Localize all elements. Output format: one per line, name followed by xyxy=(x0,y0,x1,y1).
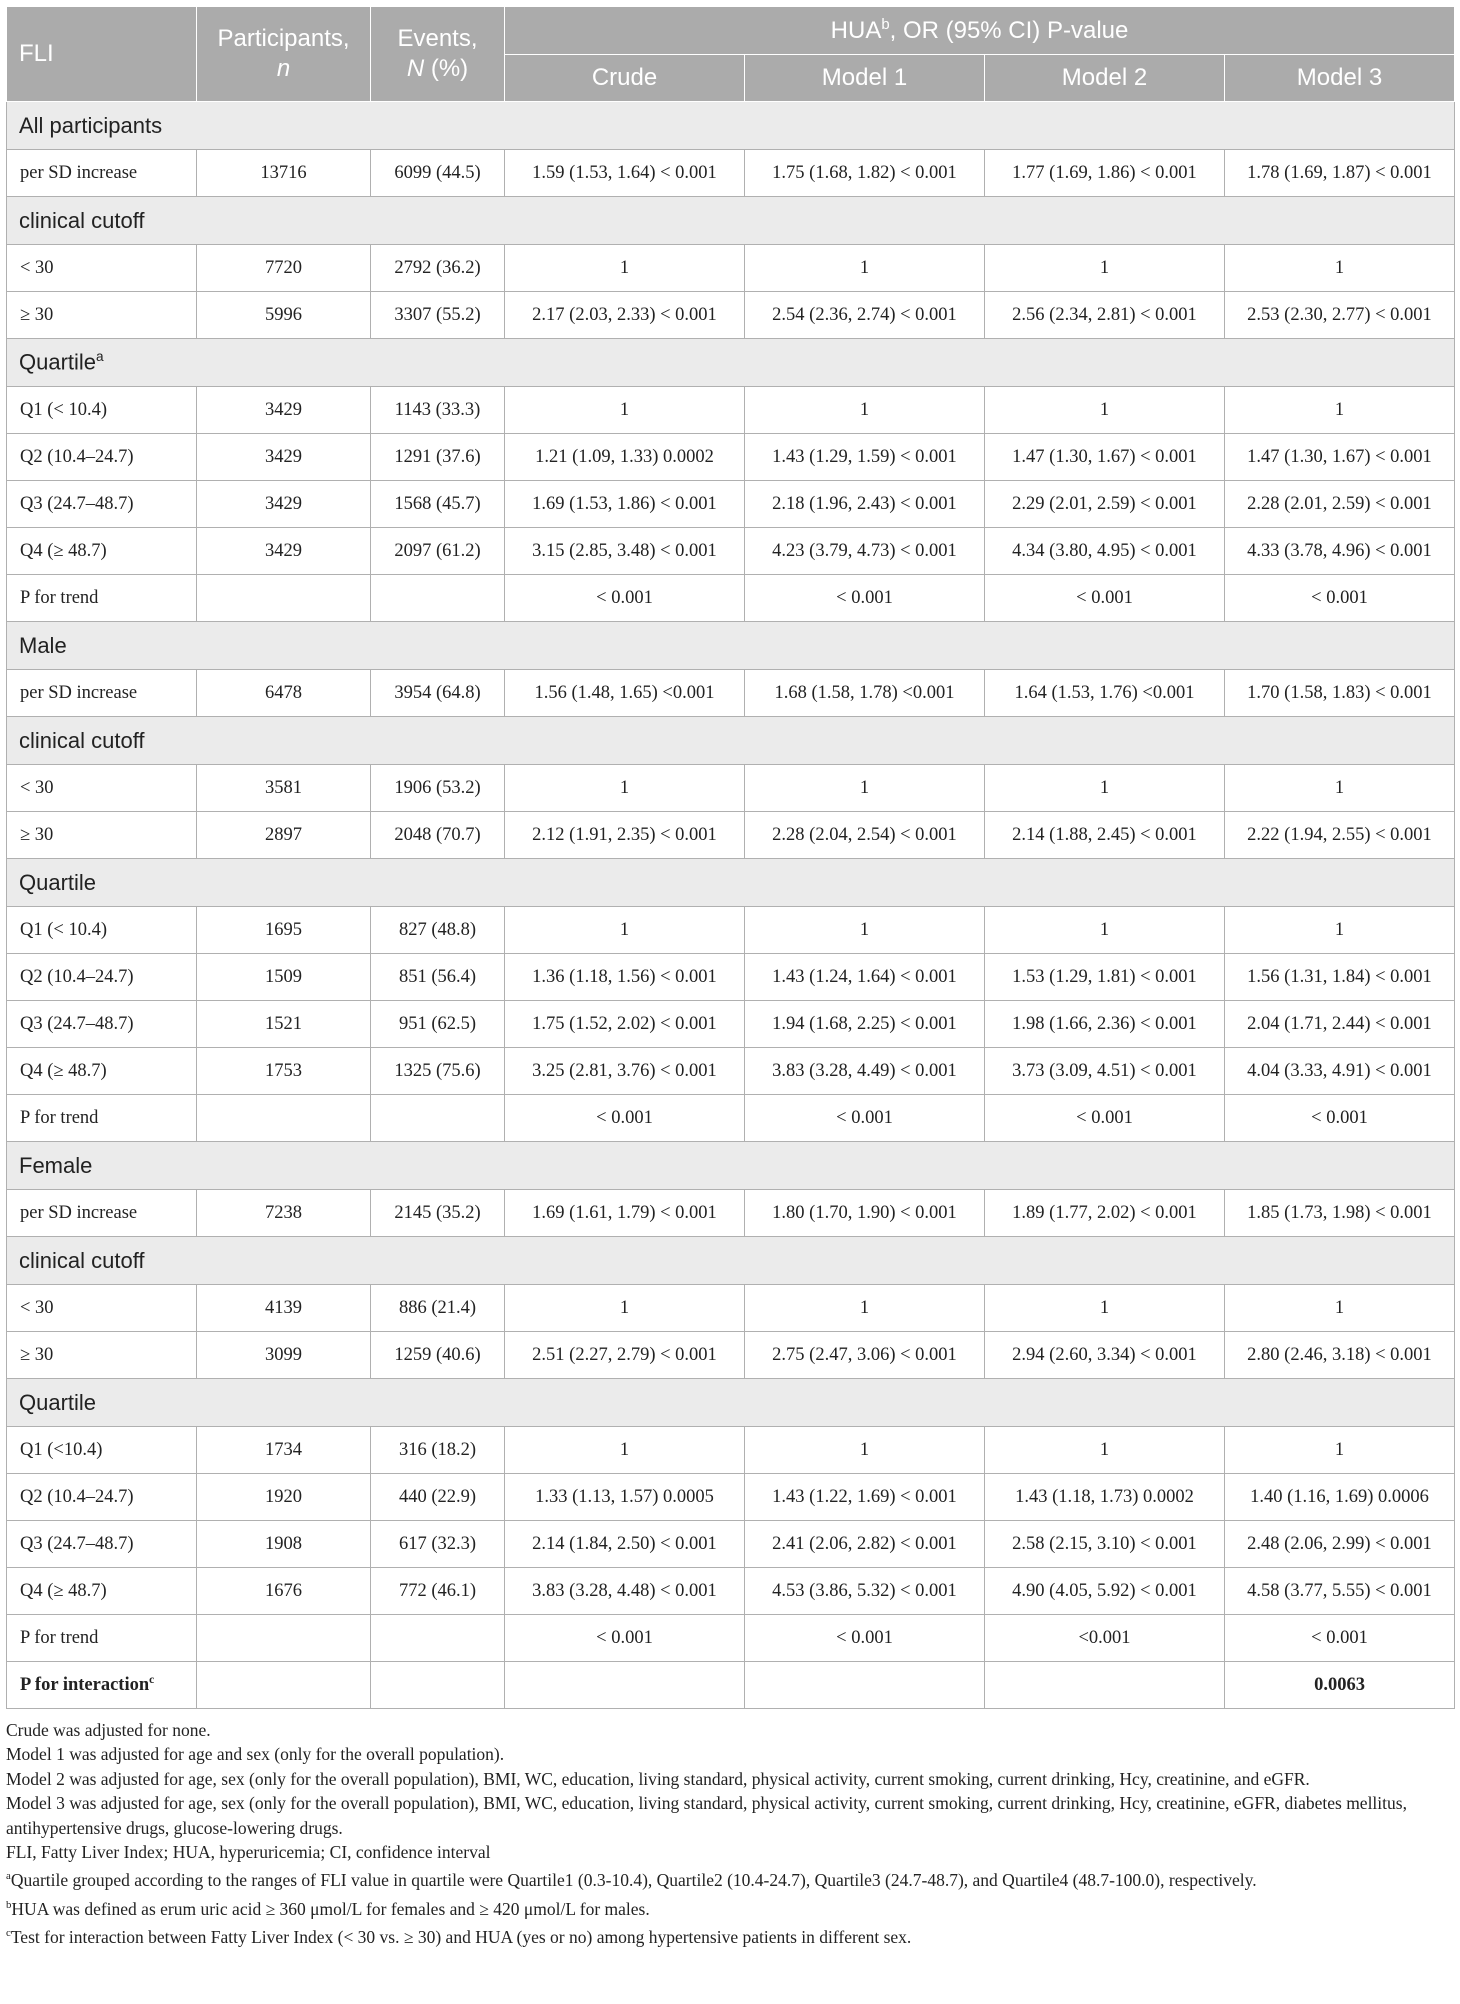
footnote-mark: c xyxy=(149,1673,155,1686)
section-row xyxy=(7,1379,1455,1427)
model1-cell: 3.83 (3.28, 4.49) < 0.001 xyxy=(745,1048,985,1095)
table-row xyxy=(7,670,1455,717)
footnotes xyxy=(6,1718,1454,1949)
crude-cell: 2.12 (1.91, 2.35) < 0.001 xyxy=(505,812,745,859)
section-label-text: All participants xyxy=(19,112,163,138)
row-label xyxy=(7,1095,197,1142)
model2-cell: 1 xyxy=(985,1427,1225,1474)
row-label-text: per SD increase xyxy=(20,162,138,183)
model2-cell: 4.34 (3.80, 4.95) < 0.001 xyxy=(985,528,1225,575)
section-label xyxy=(7,197,1455,245)
model1-cell: 2.41 (2.06, 2.82) < 0.001 xyxy=(745,1521,985,1568)
table-row xyxy=(7,1190,1455,1237)
events-cell: 886 (21.4) xyxy=(371,1285,505,1332)
row-label-text: ≥ 30 xyxy=(20,1344,54,1365)
section-label-text: Quartile xyxy=(19,1389,97,1415)
participants-cell xyxy=(197,1662,371,1709)
events-cell: 2792 (36.2) xyxy=(371,245,505,292)
header-hua-suffix: , OR (95% CI) P-value xyxy=(889,16,1129,44)
model2-cell: 2.56 (2.34, 2.81) < 0.001 xyxy=(985,292,1225,339)
footnote-a xyxy=(6,1864,1454,1892)
participants-cell xyxy=(197,1095,371,1142)
crude-cell: 1.75 (1.52, 2.02) < 0.001 xyxy=(505,1001,745,1048)
model3-cell: < 0.001 xyxy=(1225,1095,1455,1142)
section-row xyxy=(7,622,1455,670)
section-row xyxy=(7,859,1455,907)
model3-cell: 1.47 (1.30, 1.67) < 0.001 xyxy=(1225,434,1455,481)
model3-cell: < 0.001 xyxy=(1225,575,1455,622)
participants-cell: 13716 xyxy=(197,150,371,197)
section-label xyxy=(7,1379,1455,1427)
model2-cell: 1.98 (1.66, 2.36) < 0.001 xyxy=(985,1001,1225,1048)
row-label-text: Q1 (< 10.4) xyxy=(20,399,107,420)
model3-cell: 0.0063 xyxy=(1225,1662,1455,1709)
row-label xyxy=(7,1285,197,1332)
row-label xyxy=(7,387,197,434)
crude-cell: < 0.001 xyxy=(505,1615,745,1662)
row-label xyxy=(7,1662,197,1709)
model1-cell: 1.68 (1.58, 1.78) <0.001 xyxy=(745,670,985,717)
footnote-text: Quartile grouped according to the ranges of FLI value in quartile were Quartile1 (0.3-10.4), Quartile2 (10.4-24.7), Quartile3 (24.7-48.7), and Quartile4 (48.7-100.0), respectively. xyxy=(10,1870,1257,1891)
section-label-text: Quartile xyxy=(19,869,97,895)
footnote: Model 1 was adjusted for age and sex (only for the overall population). xyxy=(6,1744,505,1765)
model2-cell: < 0.001 xyxy=(985,1095,1225,1142)
table-row xyxy=(7,1474,1455,1521)
model2-cell: 2.58 (2.15, 3.10) < 0.001 xyxy=(985,1521,1225,1568)
model2-cell: 1.53 (1.29, 1.81) < 0.001 xyxy=(985,954,1225,1001)
row-label xyxy=(7,434,197,481)
events-cell: 3954 (64.8) xyxy=(371,670,505,717)
events-cell: 440 (22.9) xyxy=(371,1474,505,1521)
crude-cell: 3.83 (3.28, 4.48) < 0.001 xyxy=(505,1568,745,1615)
footnote: Model 3 was adjusted for age, sex (only for the overall population), BMI, WC, education, living standard, physical activity, current smoking, current drinking, Hcy, creatinine, eGFR, diabetes mellitus, antihypertensive drugs, glucose-lowering drugs. xyxy=(6,1793,1407,1838)
table-row xyxy=(7,1568,1455,1615)
model1-cell: 1.43 (1.22, 1.69) < 0.001 xyxy=(745,1474,985,1521)
participants-cell: 1521 xyxy=(197,1001,371,1048)
model1-cell: 1 xyxy=(745,765,985,812)
table-row xyxy=(7,1048,1455,1095)
header-events xyxy=(371,7,505,102)
row-label-text: Q2 (10.4–24.7) xyxy=(20,966,134,987)
model1-cell: 1.75 (1.68, 1.82) < 0.001 xyxy=(745,150,985,197)
model3-cell: < 0.001 xyxy=(1225,1615,1455,1662)
table-row xyxy=(7,387,1455,434)
model1-cell: 2.75 (2.47, 3.06) < 0.001 xyxy=(745,1332,985,1379)
row-label-text: per SD increase xyxy=(20,1202,138,1223)
section-row xyxy=(7,102,1455,150)
row-label xyxy=(7,670,197,717)
section-label-text: clinical cutoff xyxy=(19,727,145,753)
crude-cell: 1.21 (1.09, 1.33) 0.0002 xyxy=(505,434,745,481)
footnote-mark: c xyxy=(6,1926,11,1939)
row-label xyxy=(7,245,197,292)
model2-cell: 1.64 (1.53, 1.76) <0.001 xyxy=(985,670,1225,717)
participants-cell: 3429 xyxy=(197,387,371,434)
header-fli: FLI xyxy=(7,7,197,102)
row-label-text: ≥ 30 xyxy=(20,824,54,845)
events-cell: 1291 (37.6) xyxy=(371,434,505,481)
model2-cell: 1.43 (1.18, 1.73) 0.0002 xyxy=(985,1474,1225,1521)
footnote-text: Test for interaction between Fatty Liver Index (< 30 vs. ≥ 30) and HUA (yes or no) among hypertensive patients in different sex. xyxy=(10,1926,912,1947)
table-row xyxy=(7,1001,1455,1048)
row-label xyxy=(7,1427,197,1474)
model3-cell: 1.40 (1.16, 1.69) 0.0006 xyxy=(1225,1474,1455,1521)
row-label-text: P for interaction xyxy=(20,1675,150,1696)
model2-cell: 1.89 (1.77, 2.02) < 0.001 xyxy=(985,1190,1225,1237)
model2-cell: 2.94 (2.60, 3.34) < 0.001 xyxy=(985,1332,1225,1379)
events-cell: 827 (48.8) xyxy=(371,907,505,954)
section-label xyxy=(7,102,1455,150)
header-participants-n: n xyxy=(276,55,291,82)
model3-cell: 1 xyxy=(1225,387,1455,434)
table-row xyxy=(7,434,1455,481)
table-row xyxy=(7,1662,1455,1709)
crude-cell: 1 xyxy=(505,245,745,292)
crude-cell: 1.69 (1.61, 1.79) < 0.001 xyxy=(505,1190,745,1237)
section-label-text: Male xyxy=(19,632,67,658)
table-row xyxy=(7,1095,1455,1142)
footnote-text: HUA was defined as erum uric acid ≥ 360 μmol/L for females and ≥ 420 μmol/L for males. xyxy=(11,1898,650,1919)
participants-cell: 7238 xyxy=(197,1190,371,1237)
model2-cell: <0.001 xyxy=(985,1615,1225,1662)
row-label-text: Q2 (10.4–24.7) xyxy=(20,446,134,467)
header-hua-sup: b xyxy=(881,16,890,33)
events-cell: 3307 (55.2) xyxy=(371,292,505,339)
row-label xyxy=(7,1332,197,1379)
section-row xyxy=(7,1237,1455,1285)
model3-cell: 1 xyxy=(1225,245,1455,292)
events-cell: 617 (32.3) xyxy=(371,1521,505,1568)
crude-cell: 1 xyxy=(505,907,745,954)
footnote-c xyxy=(6,1921,1454,1949)
row-label-text: Q3 (24.7–48.7) xyxy=(20,1533,134,1554)
model1-cell: < 0.001 xyxy=(745,1095,985,1142)
row-label-text: Q4 (≥ 48.7) xyxy=(20,1060,107,1081)
model2-cell: 1 xyxy=(985,387,1225,434)
table-row xyxy=(7,1521,1455,1568)
events-cell xyxy=(371,1095,505,1142)
row-label-text: P for trend xyxy=(20,1107,99,1128)
participants-cell: 3581 xyxy=(197,765,371,812)
crude-cell: 2.14 (1.84, 2.50) < 0.001 xyxy=(505,1521,745,1568)
results-table xyxy=(6,6,1455,1709)
footnote-b xyxy=(6,1893,1454,1921)
model1-cell: < 0.001 xyxy=(745,1615,985,1662)
participants-cell: 1734 xyxy=(197,1427,371,1474)
row-label-text: Q1 (<10.4) xyxy=(20,1439,103,1460)
row-label-text: < 30 xyxy=(20,777,54,798)
events-cell: 316 (18.2) xyxy=(371,1427,505,1474)
section-label xyxy=(7,859,1455,907)
model3-cell: 1 xyxy=(1225,765,1455,812)
model3-cell: 1.78 (1.69, 1.87) < 0.001 xyxy=(1225,150,1455,197)
section-row xyxy=(7,717,1455,765)
model3-cell: 4.58 (3.77, 5.55) < 0.001 xyxy=(1225,1568,1455,1615)
row-label xyxy=(7,1001,197,1048)
row-label-text: Q3 (24.7–48.7) xyxy=(20,1013,134,1034)
model3-cell: 1 xyxy=(1225,1427,1455,1474)
footnote: Model 2 was adjusted for age, sex (only for the overall population), BMI, WC, education, living standard, physical activity, current smoking, current drinking, Hcy, creatinine, and eGFR. xyxy=(6,1768,1310,1789)
crude-cell: 1.56 (1.48, 1.65) <0.001 xyxy=(505,670,745,717)
participants-cell: 3429 xyxy=(197,481,371,528)
row-label-text: Q4 (≥ 48.7) xyxy=(20,540,107,561)
model1-cell xyxy=(745,1662,985,1709)
participants-cell: 1695 xyxy=(197,907,371,954)
participants-cell: 3429 xyxy=(197,434,371,481)
table-row xyxy=(7,575,1455,622)
model2-cell: 1.47 (1.30, 1.67) < 0.001 xyxy=(985,434,1225,481)
model3-cell: 1 xyxy=(1225,907,1455,954)
events-cell: 2145 (35.2) xyxy=(371,1190,505,1237)
crude-cell: 1.33 (1.13, 1.57) 0.0005 xyxy=(505,1474,745,1521)
table-row xyxy=(7,1285,1455,1332)
section-label xyxy=(7,1142,1455,1190)
row-label xyxy=(7,765,197,812)
section-label xyxy=(7,1237,1455,1285)
header-events-pct: (%) xyxy=(424,55,469,82)
model1-cell: 1 xyxy=(745,1427,985,1474)
model3-cell: 2.53 (2.30, 2.77) < 0.001 xyxy=(1225,292,1455,339)
model3-cell: 2.80 (2.46, 3.18) < 0.001 xyxy=(1225,1332,1455,1379)
participants-cell: 1676 xyxy=(197,1568,371,1615)
row-label xyxy=(7,812,197,859)
events-cell: 951 (62.5) xyxy=(371,1001,505,1048)
row-label-text: Q3 (24.7–48.7) xyxy=(20,493,134,514)
model2-cell: 1 xyxy=(985,1285,1225,1332)
model3-cell: 1.70 (1.58, 1.83) < 0.001 xyxy=(1225,670,1455,717)
header-model-3: Model 3 xyxy=(1225,55,1455,102)
header-participants-label: Participants, xyxy=(217,25,350,52)
crude-cell: 1 xyxy=(505,1427,745,1474)
header-model-1: Model 1 xyxy=(745,55,985,102)
table-row xyxy=(7,245,1455,292)
model1-cell: 1 xyxy=(745,245,985,292)
table-row xyxy=(7,528,1455,575)
model1-cell: 1 xyxy=(745,387,985,434)
model1-cell: 1 xyxy=(745,907,985,954)
crude-cell: 1.36 (1.18, 1.56) < 0.001 xyxy=(505,954,745,1001)
model3-cell: 1.85 (1.73, 1.98) < 0.001 xyxy=(1225,1190,1455,1237)
model1-cell: 4.23 (3.79, 4.73) < 0.001 xyxy=(745,528,985,575)
model1-cell: 4.53 (3.86, 5.32) < 0.001 xyxy=(745,1568,985,1615)
model3-cell: 1 xyxy=(1225,1285,1455,1332)
events-cell xyxy=(371,575,505,622)
participants-cell: 1920 xyxy=(197,1474,371,1521)
participants-cell: 3099 xyxy=(197,1332,371,1379)
row-label xyxy=(7,528,197,575)
model2-cell: 2.29 (2.01, 2.59) < 0.001 xyxy=(985,481,1225,528)
crude-cell: < 0.001 xyxy=(505,1095,745,1142)
header-hua xyxy=(505,7,1455,55)
events-cell: 2048 (70.7) xyxy=(371,812,505,859)
section-label-text: Female xyxy=(19,1152,93,1178)
events-cell: 2097 (61.2) xyxy=(371,528,505,575)
section-row xyxy=(7,339,1455,387)
row-label xyxy=(7,1474,197,1521)
row-label xyxy=(7,1190,197,1237)
events-cell: 851 (56.4) xyxy=(371,954,505,1001)
model1-cell: 1 xyxy=(745,1285,985,1332)
participants-cell: 3429 xyxy=(197,528,371,575)
footnote: Crude was adjusted for none. xyxy=(6,1720,211,1740)
model3-cell: 2.04 (1.71, 2.44) < 0.001 xyxy=(1225,1001,1455,1048)
row-label xyxy=(7,292,197,339)
model3-cell: 2.22 (1.94, 2.55) < 0.001 xyxy=(1225,812,1455,859)
events-cell xyxy=(371,1615,505,1662)
model2-cell: 1 xyxy=(985,245,1225,292)
header-events-label: Events, xyxy=(397,25,478,52)
model2-cell: 1.77 (1.69, 1.86) < 0.001 xyxy=(985,150,1225,197)
table-header xyxy=(7,7,1455,102)
row-label-text: < 30 xyxy=(20,1297,54,1318)
participants-cell: 1753 xyxy=(197,1048,371,1095)
row-label-text: Q2 (10.4–24.7) xyxy=(20,1486,134,1507)
row-label xyxy=(7,1615,197,1662)
model1-cell: < 0.001 xyxy=(745,575,985,622)
model3-cell: 2.48 (2.06, 2.99) < 0.001 xyxy=(1225,1521,1455,1568)
model1-cell: 2.54 (2.36, 2.74) < 0.001 xyxy=(745,292,985,339)
events-cell: 6099 (44.5) xyxy=(371,150,505,197)
header-participants xyxy=(197,7,371,102)
model1-cell: 1.94 (1.68, 2.25) < 0.001 xyxy=(745,1001,985,1048)
header-events-n: N xyxy=(406,55,425,82)
model1-cell: 1.43 (1.24, 1.64) < 0.001 xyxy=(745,954,985,1001)
participants-cell: 1509 xyxy=(197,954,371,1001)
model2-cell xyxy=(985,1662,1225,1709)
row-label xyxy=(7,150,197,197)
results-table-container xyxy=(6,6,1454,1949)
crude-cell xyxy=(505,1662,745,1709)
participants-cell: 2897 xyxy=(197,812,371,859)
section-label xyxy=(7,339,1455,387)
header-model-crude: Crude xyxy=(505,55,745,102)
footnote: FLI, Fatty Liver Index; HUA, hyperuricemia; CI, confidence interval xyxy=(6,1842,491,1863)
participants-cell: 6478 xyxy=(197,670,371,717)
footnote-mark: a xyxy=(96,349,104,365)
row-label-text: P for trend xyxy=(20,1627,99,1648)
participants-cell xyxy=(197,1615,371,1662)
model1-cell: 1.43 (1.29, 1.59) < 0.001 xyxy=(745,434,985,481)
header-model-2: Model 2 xyxy=(985,55,1225,102)
crude-cell: < 0.001 xyxy=(505,575,745,622)
header-hua-prefix: HUA xyxy=(830,16,882,44)
row-label-text: Q1 (< 10.4) xyxy=(20,919,107,940)
participants-cell: 7720 xyxy=(197,245,371,292)
footnote-mark: b xyxy=(6,1898,12,1911)
model1-cell: 2.28 (2.04, 2.54) < 0.001 xyxy=(745,812,985,859)
model2-cell: 1 xyxy=(985,765,1225,812)
model2-cell: 2.14 (1.88, 2.45) < 0.001 xyxy=(985,812,1225,859)
crude-cell: 1 xyxy=(505,765,745,812)
row-label-text: per SD increase xyxy=(20,682,138,703)
section-label-text: clinical cutoff xyxy=(19,207,145,233)
crude-cell: 3.15 (2.85, 3.48) < 0.001 xyxy=(505,528,745,575)
table-row xyxy=(7,907,1455,954)
row-label xyxy=(7,1568,197,1615)
model3-cell: 4.04 (3.33, 4.91) < 0.001 xyxy=(1225,1048,1455,1095)
row-label-text: < 30 xyxy=(20,257,54,278)
model1-cell: 1.80 (1.70, 1.90) < 0.001 xyxy=(745,1190,985,1237)
crude-cell: 1 xyxy=(505,1285,745,1332)
table-row xyxy=(7,481,1455,528)
table-row xyxy=(7,292,1455,339)
events-cell: 1259 (40.6) xyxy=(371,1332,505,1379)
row-label-text: P for trend xyxy=(20,587,99,608)
section-label xyxy=(7,622,1455,670)
table-row xyxy=(7,1427,1455,1474)
table-row xyxy=(7,1615,1455,1662)
section-row xyxy=(7,197,1455,245)
section-label-text: Quartile xyxy=(19,349,97,375)
row-label xyxy=(7,575,197,622)
section-label xyxy=(7,717,1455,765)
events-cell: 1568 (45.7) xyxy=(371,481,505,528)
model2-cell: < 0.001 xyxy=(985,575,1225,622)
row-label xyxy=(7,481,197,528)
section-label-text: clinical cutoff xyxy=(19,1247,145,1273)
model3-cell: 1.56 (1.31, 1.84) < 0.001 xyxy=(1225,954,1455,1001)
table-row xyxy=(7,1332,1455,1379)
events-cell: 1325 (75.6) xyxy=(371,1048,505,1095)
model1-cell: 2.18 (1.96, 2.43) < 0.001 xyxy=(745,481,985,528)
section-row xyxy=(7,1142,1455,1190)
model3-cell: 2.28 (2.01, 2.59) < 0.001 xyxy=(1225,481,1455,528)
model2-cell: 3.73 (3.09, 4.51) < 0.001 xyxy=(985,1048,1225,1095)
participants-cell: 1908 xyxy=(197,1521,371,1568)
crude-cell: 1 xyxy=(505,387,745,434)
events-cell: 772 (46.1) xyxy=(371,1568,505,1615)
table-row xyxy=(7,954,1455,1001)
table-body xyxy=(7,102,1455,1709)
row-label xyxy=(7,1048,197,1095)
events-cell: 1143 (33.3) xyxy=(371,387,505,434)
table-row xyxy=(7,765,1455,812)
row-label-text: Q4 (≥ 48.7) xyxy=(20,1580,107,1601)
events-cell: 1906 (53.2) xyxy=(371,765,505,812)
table-row xyxy=(7,150,1455,197)
row-label xyxy=(7,954,197,1001)
crude-cell: 3.25 (2.81, 3.76) < 0.001 xyxy=(505,1048,745,1095)
crude-cell: 2.51 (2.27, 2.79) < 0.001 xyxy=(505,1332,745,1379)
participants-cell: 5996 xyxy=(197,292,371,339)
row-label-text: ≥ 30 xyxy=(20,304,54,325)
model2-cell: 4.90 (4.05, 5.92) < 0.001 xyxy=(985,1568,1225,1615)
crude-cell: 1.59 (1.53, 1.64) < 0.001 xyxy=(505,150,745,197)
events-cell xyxy=(371,1662,505,1709)
model2-cell: 1 xyxy=(985,907,1225,954)
participants-cell xyxy=(197,575,371,622)
participants-cell: 4139 xyxy=(197,1285,371,1332)
row-label xyxy=(7,1521,197,1568)
model3-cell: 4.33 (3.78, 4.96) < 0.001 xyxy=(1225,528,1455,575)
row-label xyxy=(7,907,197,954)
table-row xyxy=(7,812,1455,859)
crude-cell: 2.17 (2.03, 2.33) < 0.001 xyxy=(505,292,745,339)
footnote-mark: a xyxy=(6,1870,11,1883)
crude-cell: 1.69 (1.53, 1.86) < 0.001 xyxy=(505,481,745,528)
